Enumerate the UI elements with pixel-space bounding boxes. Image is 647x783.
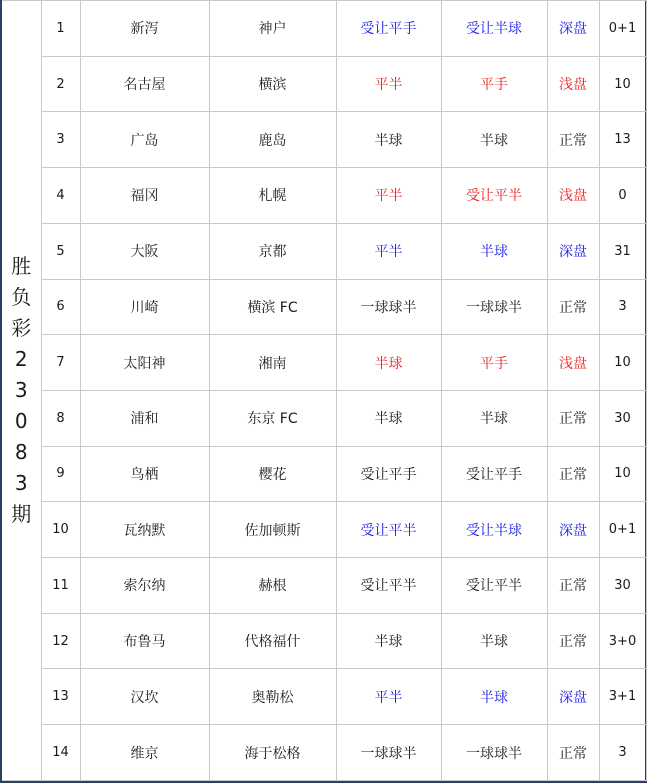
handicap-depth-cell: 正常 xyxy=(547,279,599,335)
issue-label-char: 负 xyxy=(11,285,32,309)
table-row xyxy=(1,613,646,669)
handicap-line-2-cell: 平手 xyxy=(441,56,547,112)
match-number-cell: 10 xyxy=(41,502,80,558)
handicap-line-2-cell: 半球 xyxy=(441,223,547,279)
handicap-depth-cell: 深盘 xyxy=(547,669,599,725)
handicap-depth-cell: 正常 xyxy=(547,446,599,502)
home-team-cell: 布鲁马 xyxy=(80,613,209,669)
away-team-cell: 东京 FC xyxy=(209,390,336,446)
handicap-line-1-cell: 受让平半 xyxy=(336,502,441,558)
match-number-cell: 14 xyxy=(41,725,80,781)
handicap-line-1-cell: 受让平手 xyxy=(336,446,441,502)
handicap-line-1-cell: 半球 xyxy=(336,613,441,669)
issue-label-char: 胜 xyxy=(11,254,32,278)
match-number-cell: 8 xyxy=(41,390,80,446)
home-team-cell: 瓦纳默 xyxy=(80,502,209,558)
handicap-line-2-cell: 受让平半 xyxy=(441,558,547,614)
handicap-depth-cell: 正常 xyxy=(547,558,599,614)
issue-label xyxy=(1,1,41,781)
home-team-cell: 福冈 xyxy=(80,168,209,224)
home-team-cell: 浦和 xyxy=(80,390,209,446)
handicap-line-1-cell: 半球 xyxy=(336,390,441,446)
handicap-depth-cell: 深盘 xyxy=(547,1,599,57)
handicap-depth-cell: 正常 xyxy=(547,725,599,781)
table-row xyxy=(1,446,646,502)
score-cell: 30 xyxy=(599,558,646,614)
score-cell: 31 xyxy=(599,223,646,279)
away-team-cell: 横滨 xyxy=(209,56,336,112)
score-cell: 0+1 xyxy=(599,502,646,558)
fixture-rows xyxy=(1,1,646,781)
match-number-cell: 6 xyxy=(41,279,80,335)
table-row xyxy=(1,168,646,224)
home-team-cell: 大阪 xyxy=(80,223,209,279)
handicap-line-2-cell: 受让半球 xyxy=(441,1,547,57)
handicap-line-2-cell: 半球 xyxy=(441,669,547,725)
handicap-line-1-cell: 平半 xyxy=(336,223,441,279)
handicap-line-2-cell: 受让半球 xyxy=(441,502,547,558)
handicap-depth-cell: 正常 xyxy=(547,112,599,168)
score-cell: 3 xyxy=(599,279,646,335)
away-team-cell: 札幌 xyxy=(209,168,336,224)
issue-label-char: 2 xyxy=(14,347,28,371)
away-team-cell: 樱花 xyxy=(209,446,336,502)
handicap-line-2-cell: 平手 xyxy=(441,335,547,391)
handicap-line-2-cell: 受让平半 xyxy=(441,168,547,224)
handicap-line-1-cell: 半球 xyxy=(336,112,441,168)
score-cell: 10 xyxy=(599,446,646,502)
home-team-cell: 汉坎 xyxy=(80,669,209,725)
handicap-line-1-cell: 半球 xyxy=(336,335,441,391)
handicap-line-2-cell: 一球球半 xyxy=(441,725,547,781)
score-cell: 10 xyxy=(599,56,646,112)
away-team-cell: 海于松格 xyxy=(209,725,336,781)
away-team-cell: 代格福什 xyxy=(209,613,336,669)
away-team-cell: 佐加顿斯 xyxy=(209,502,336,558)
table-row xyxy=(1,558,646,614)
match-number-cell: 13 xyxy=(41,669,80,725)
handicap-depth-cell: 正常 xyxy=(547,390,599,446)
home-team-cell: 维京 xyxy=(80,725,209,781)
table-row xyxy=(1,56,646,112)
score-cell: 3+1 xyxy=(599,669,646,725)
issue-label-char: 3 xyxy=(14,471,28,495)
issue-label-char: 3 xyxy=(14,378,28,402)
score-cell: 3+0 xyxy=(599,613,646,669)
away-team-cell: 赫根 xyxy=(209,558,336,614)
handicap-depth-cell: 正常 xyxy=(547,613,599,669)
table-row xyxy=(1,390,646,446)
handicap-depth-cell: 浅盘 xyxy=(547,56,599,112)
home-team-cell: 名古屋 xyxy=(80,56,209,112)
home-team-cell: 广岛 xyxy=(80,112,209,168)
handicap-depth-cell: 深盘 xyxy=(547,502,599,558)
away-team-cell: 京都 xyxy=(209,223,336,279)
home-team-cell: 索尔纳 xyxy=(80,558,209,614)
home-team-cell: 鸟栖 xyxy=(80,446,209,502)
issue-label-char: 0 xyxy=(14,409,28,433)
table-row xyxy=(1,335,646,391)
score-cell: 10 xyxy=(599,335,646,391)
home-team-cell: 新泻 xyxy=(80,1,209,57)
score-cell: 0+1 xyxy=(599,1,646,57)
table-row xyxy=(1,725,646,781)
issue-label-char: 8 xyxy=(14,440,28,464)
match-number-cell: 4 xyxy=(41,168,80,224)
away-team-cell: 神户 xyxy=(209,1,336,57)
handicap-line-2-cell: 受让平手 xyxy=(441,446,547,502)
away-team-cell: 湘南 xyxy=(209,335,336,391)
match-number-cell: 9 xyxy=(41,446,80,502)
table-row xyxy=(1,223,646,279)
issue-label-char: 彩 xyxy=(11,316,32,340)
table-row xyxy=(1,279,646,335)
score-cell: 3 xyxy=(599,725,646,781)
handicap-line-1-cell: 受让平手 xyxy=(336,1,441,57)
table-row xyxy=(1,502,646,558)
handicap-line-1-cell: 平半 xyxy=(336,56,441,112)
match-number-cell: 12 xyxy=(41,613,80,669)
away-team-cell: 横滨 FC xyxy=(209,279,336,335)
handicap-line-2-cell: 半球 xyxy=(441,112,547,168)
away-team-cell: 奥勒松 xyxy=(209,669,336,725)
handicap-line-1-cell: 一球球半 xyxy=(336,725,441,781)
handicap-line-1-cell: 平半 xyxy=(336,669,441,725)
home-team-cell: 川崎 xyxy=(80,279,209,335)
handicap-line-2-cell: 一球球半 xyxy=(441,279,547,335)
handicap-depth-cell: 浅盘 xyxy=(547,335,599,391)
match-number-cell: 11 xyxy=(41,558,80,614)
match-number-cell: 1 xyxy=(41,1,80,57)
handicap-line-2-cell: 半球 xyxy=(441,390,547,446)
home-team-cell: 太阳神 xyxy=(80,335,209,391)
handicap-line-1-cell: 一球球半 xyxy=(336,279,441,335)
match-number-cell: 2 xyxy=(41,56,80,112)
match-number-cell: 3 xyxy=(41,112,80,168)
handicap-line-2-cell: 半球 xyxy=(441,613,547,669)
table-row xyxy=(1,1,646,57)
score-cell: 13 xyxy=(599,112,646,168)
score-cell: 0 xyxy=(599,168,646,224)
score-cell: 30 xyxy=(599,390,646,446)
match-number-cell: 5 xyxy=(41,223,80,279)
table-row xyxy=(1,669,646,725)
issue-label-char: 期 xyxy=(11,502,32,526)
match-number-cell: 7 xyxy=(41,335,80,391)
away-team-cell: 鹿岛 xyxy=(209,112,336,168)
handicap-line-1-cell: 平半 xyxy=(336,168,441,224)
table-row xyxy=(1,112,646,168)
handicap-line-1-cell: 受让平半 xyxy=(336,558,441,614)
handicap-depth-cell: 深盘 xyxy=(547,223,599,279)
handicap-depth-cell: 浅盘 xyxy=(547,168,599,224)
